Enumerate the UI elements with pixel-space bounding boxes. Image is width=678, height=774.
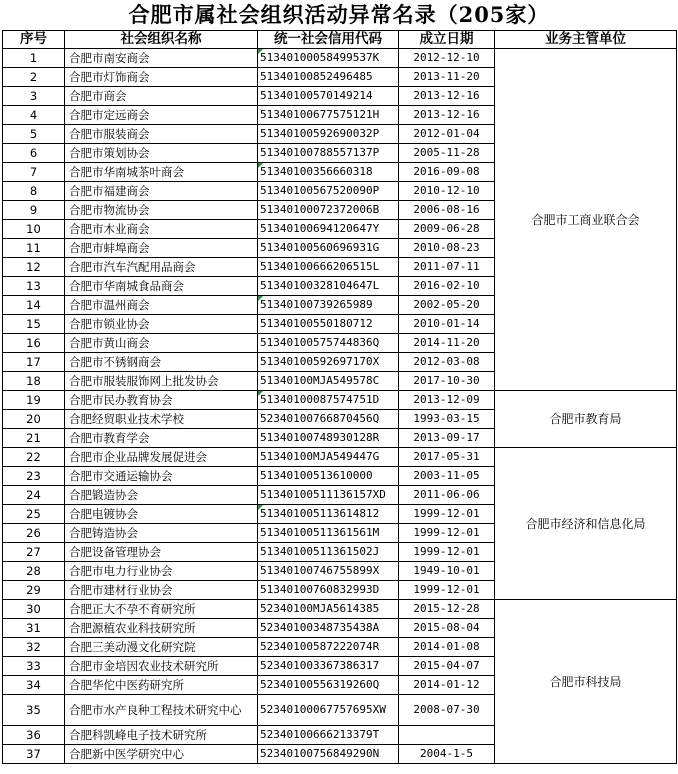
organization-name: 合肥设备管理协会 — [65, 543, 258, 562]
credit-code: 52340100666213379T — [258, 726, 399, 745]
founding-date: 1999-12-01 — [399, 524, 495, 543]
founding-date: 2014-01-08 — [399, 638, 495, 657]
credit-code: 52340100067757695XW — [258, 695, 399, 726]
row-number: 9 — [3, 201, 65, 220]
credit-code: 52340100MJA5614385 — [258, 600, 399, 619]
founding-date: 2011-07-11 — [399, 258, 495, 277]
organization-name: 合肥市金培因农业技术研究所 — [65, 657, 258, 676]
credit-code: 51340100852496485 — [258, 68, 399, 87]
founding-date: 2012-12-10 — [399, 49, 495, 68]
row-number: 28 — [3, 562, 65, 581]
credit-code: 51340100677575121H — [258, 106, 399, 125]
row-number: 21 — [3, 429, 65, 448]
organization-name: 合肥市南安商会 — [65, 49, 258, 68]
founding-date: 2010-08-23 — [399, 239, 495, 258]
organization-name: 合肥市建材行业协会 — [65, 581, 258, 600]
founding-date: 2010-12-10 — [399, 182, 495, 201]
organization-name: 合肥市教育学会 — [65, 429, 258, 448]
col-header-no: 序号 — [3, 31, 65, 49]
organization-name: 合肥锻造协会 — [65, 486, 258, 505]
organization-name: 合肥市黄山商会 — [65, 334, 258, 353]
credit-code: 51340100666206515L — [258, 258, 399, 277]
credit-code: 51340100788557137P — [258, 144, 399, 163]
organization-name: 合肥市汽车汽配用品商会 — [65, 258, 258, 277]
founding-date: 2008-07-30 — [399, 695, 495, 726]
row-number: 26 — [3, 524, 65, 543]
col-header-name: 社会组织名称 — [65, 31, 258, 49]
supervising-unit: 合肥市科技局 — [495, 600, 677, 764]
founding-date: 1999-12-01 — [399, 505, 495, 524]
table-row — [3, 448, 677, 467]
founding-date: 1999-12-01 — [399, 581, 495, 600]
organization-name: 合肥市温州商会 — [65, 296, 258, 315]
row-number: 1 — [3, 49, 65, 68]
founding-date: 2017-10-30 — [399, 372, 495, 391]
organization-name: 合肥新中医学研究中心 — [65, 745, 258, 764]
founding-date: 2017-05-31 — [399, 448, 495, 467]
credit-code: 51340100760832993D — [258, 581, 399, 600]
credit-code: 51340100748930128R — [258, 429, 399, 448]
credit-code: 51340100058499537K — [258, 49, 399, 68]
organization-name: 合肥市水产良种工程技术研究中心 — [65, 695, 258, 726]
table-row — [3, 391, 677, 410]
founding-date: 2016-02-10 — [399, 277, 495, 296]
row-number: 30 — [3, 600, 65, 619]
founding-date: 2015-08-04 — [399, 619, 495, 638]
founding-date: 2013-09-17 — [399, 429, 495, 448]
founding-date: 2003-11-05 — [399, 467, 495, 486]
row-number: 27 — [3, 543, 65, 562]
row-number: 24 — [3, 486, 65, 505]
credit-code: 51340100MJA549447G — [258, 448, 399, 467]
founding-date: 2004-1-5 — [399, 745, 495, 764]
credit-code: 52340100587222074R — [258, 638, 399, 657]
organization-name: 合肥市木业商会 — [65, 220, 258, 239]
supervising-unit: 合肥市工商业联合会 — [495, 49, 677, 391]
row-number: 20 — [3, 410, 65, 429]
organization-name: 合肥市企业品牌发展促进会 — [65, 448, 258, 467]
organization-name: 合肥市灯饰商会 — [65, 68, 258, 87]
row-number: 18 — [3, 372, 65, 391]
page-title: 合肥市属社会组织活动异常名录（205家） — [128, 2, 550, 27]
credit-code: 51340100328104647L — [258, 277, 399, 296]
organization-name: 合肥市华南城茶叶商会 — [65, 163, 258, 182]
row-number: 6 — [3, 144, 65, 163]
table-row — [3, 600, 677, 619]
founding-date: 2005-11-28 — [399, 144, 495, 163]
credit-code: 51340100356660318 — [258, 163, 399, 182]
founding-date: 2014-01-12 — [399, 676, 495, 695]
credit-code: 51340100511361481​2 — [258, 505, 399, 524]
row-number: 33 — [3, 657, 65, 676]
credit-code: 51340100694120647Y — [258, 220, 399, 239]
credit-code: 51340100746755899X — [258, 562, 399, 581]
row-number: 29 — [3, 581, 65, 600]
organization-name: 合肥市服装服饰网上批发协会 — [65, 372, 258, 391]
organization-name: 合肥市华南城食品商会 — [65, 277, 258, 296]
credit-code: 52340100556319260Q — [258, 676, 399, 695]
row-number: 22 — [3, 448, 65, 467]
credit-code: 51340100511361502J — [258, 543, 399, 562]
founding-date: 2012-01-04 — [399, 125, 495, 144]
credit-code: 51340100592697170X — [258, 353, 399, 372]
founding-date — [399, 726, 495, 745]
col-header-code: 统一社会信用代码 — [258, 31, 399, 49]
row-number: 34 — [3, 676, 65, 695]
supervising-unit: 合肥市经济和信息化局 — [495, 448, 677, 600]
founding-date: 2016-09-08 — [399, 163, 495, 182]
row-number: 17 — [3, 353, 65, 372]
credit-code: 52340100348735438A — [258, 619, 399, 638]
credit-code: 51340100511361561M — [258, 524, 399, 543]
row-number: 23 — [3, 467, 65, 486]
credit-code: 51340100MJA549578C — [258, 372, 399, 391]
row-number: 25 — [3, 505, 65, 524]
row-number: 10 — [3, 220, 65, 239]
organization-name: 合肥电镀协会 — [65, 505, 258, 524]
organization-name: 合肥市商会 — [65, 87, 258, 106]
founding-date: 1993-03-15 — [399, 410, 495, 429]
credit-code: 51340100560696931G — [258, 239, 399, 258]
organization-name: 合肥源植农业科技研究所 — [65, 619, 258, 638]
founding-date: 2015-04-07 — [399, 657, 495, 676]
organization-name: 合肥铸造协会 — [65, 524, 258, 543]
credit-code: 51340100570149214 — [258, 87, 399, 106]
credit-code: 51340100550180712 — [258, 315, 399, 334]
row-number: 14 — [3, 296, 65, 315]
organization-name: 合肥市电力行业协会 — [65, 562, 258, 581]
organization-name: 合肥市锁业协会 — [65, 315, 258, 334]
organization-name: 合肥市策划协会 — [65, 144, 258, 163]
founding-date: 2012-03-08 — [399, 353, 495, 372]
organization-name: 合肥市民办教育协会 — [65, 391, 258, 410]
organization-name: 合肥市服装商会 — [65, 125, 258, 144]
row-number: 15 — [3, 315, 65, 334]
founding-date: 1999-12-01 — [399, 543, 495, 562]
credit-code: 51340100087574751D — [258, 391, 399, 410]
row-number: 12 — [3, 258, 65, 277]
credit-code: 51340100575744836Q — [258, 334, 399, 353]
row-number: 31 — [3, 619, 65, 638]
credit-code: 51340100511136157XD — [258, 486, 399, 505]
row-number: 11 — [3, 239, 65, 258]
table-row — [3, 49, 677, 68]
founding-date: 2015-12-28 — [399, 600, 495, 619]
founding-date: 2009-06-28 — [399, 220, 495, 239]
organization-name: 合肥科凯峰电子技术研究所 — [65, 726, 258, 745]
row-number: 13 — [3, 277, 65, 296]
credit-code: 51340100072372006B — [258, 201, 399, 220]
supervising-unit: 合肥市教育局 — [495, 391, 677, 448]
col-header-unit: 业务主管单位 — [495, 31, 677, 49]
row-number: 4 — [3, 106, 65, 125]
row-number: 36 — [3, 726, 65, 745]
founding-date: 2013-12-16 — [399, 87, 495, 106]
table-body — [3, 49, 677, 764]
credit-code: 52340100756849290N — [258, 745, 399, 764]
row-number: 5 — [3, 125, 65, 144]
credit-code: 52340100336738631​7 — [258, 657, 399, 676]
organization-name: 合肥市福建商会 — [65, 182, 258, 201]
organization-name: 合肥市定远商会 — [65, 106, 258, 125]
organization-table — [2, 30, 677, 764]
organization-name: 合肥市不锈钢商会 — [65, 353, 258, 372]
row-number: 19 — [3, 391, 65, 410]
founding-date: 2013-11-20 — [399, 68, 495, 87]
row-number: 37 — [3, 745, 65, 764]
row-number: 8 — [3, 182, 65, 201]
organization-name: 合肥三美动漫文化研究院 — [65, 638, 258, 657]
founding-date: 2011-06-06 — [399, 486, 495, 505]
credit-code: 51340100513610000 — [258, 467, 399, 486]
founding-date: 2006-08-16 — [399, 201, 495, 220]
organization-name: 合肥市蚌埠商会 — [65, 239, 258, 258]
row-number: 35 — [3, 695, 65, 726]
organization-name: 合肥市物流协会 — [65, 201, 258, 220]
organization-name: 合肥正大不孕不育研究所 — [65, 600, 258, 619]
founding-date: 2013-12-16 — [399, 106, 495, 125]
row-number: 2 — [3, 68, 65, 87]
founding-date: 2002-05-20 — [399, 296, 495, 315]
row-number: 7 — [3, 163, 65, 182]
credit-code: 51340100592690032P — [258, 125, 399, 144]
row-number: 32 — [3, 638, 65, 657]
credit-code: 51340100739265989 — [258, 296, 399, 315]
organization-name: 合肥华佗中医药研究所 — [65, 676, 258, 695]
organization-name: 合肥经贸职业技术学校 — [65, 410, 258, 429]
founding-date: 1949-10-01 — [399, 562, 495, 581]
header-row — [3, 31, 677, 49]
row-number: 16 — [3, 334, 65, 353]
col-header-date: 成立日期 — [399, 31, 495, 49]
founding-date: 2010-01-14 — [399, 315, 495, 334]
credit-code: 52340100766870456Q — [258, 410, 399, 429]
founding-date: 2013-12-09 — [399, 391, 495, 410]
row-number: 3 — [3, 87, 65, 106]
founding-date: 2014-11-20 — [399, 334, 495, 353]
organization-name: 合肥市交通运输协会 — [65, 467, 258, 486]
credit-code: 51340100567520090P — [258, 182, 399, 201]
